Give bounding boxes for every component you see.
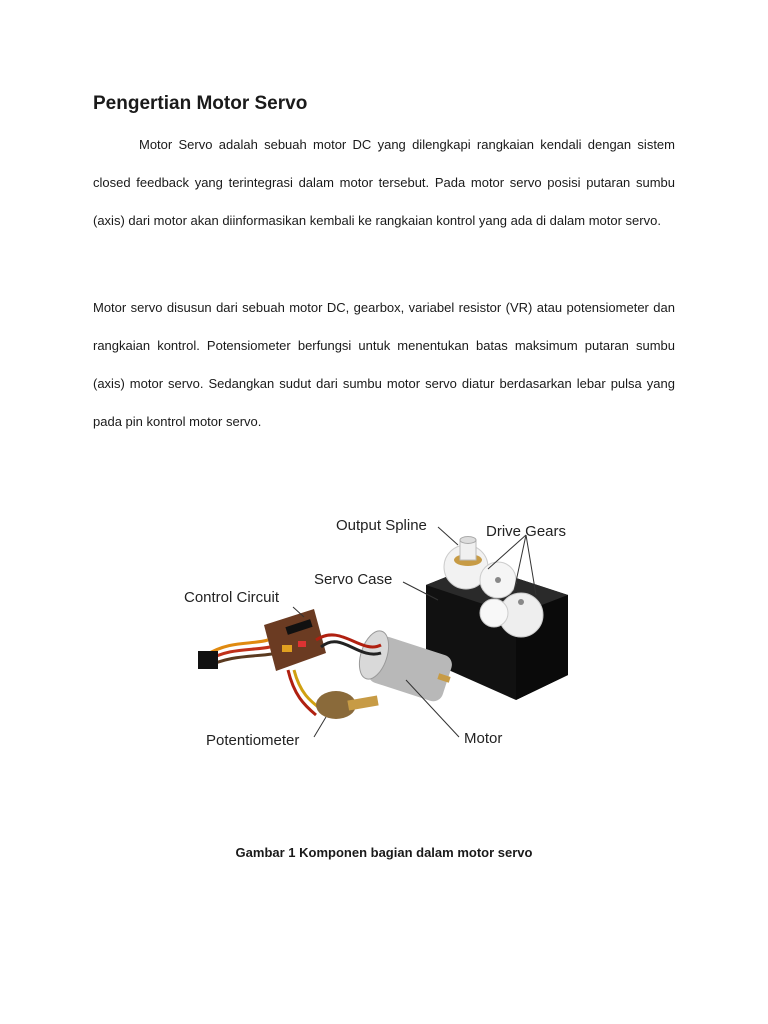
page-title: Pengertian Motor Servo — [93, 93, 308, 114]
paragraph-2: Motor servo disusun dari sebuah motor DC, gearbox, variabel resistor (VR) atau potensiometer dan rangkaian kontrol. Potensiometer berfungsi untuk menentukan batas maksimum putaran sumbu (axis) motor servo. Sedangkan sudut dari sumbu motor servo diatur berdasarkan lebar pulsa yang pada pin kontrol motor servo. — [93, 300, 675, 429]
figure-caption: Gambar 1 Komponen bagian dalam motor servo — [235, 845, 533, 860]
label-servo-case: Servo Case — [314, 571, 393, 588]
connector-graphic — [198, 651, 218, 669]
servo-components-figure — [176, 505, 586, 755]
label-potentiometer: Potentiometer — [206, 732, 300, 749]
servo-components-illustration — [176, 505, 586, 755]
paragraph-1: Motor Servo adalah sebuah motor DC yang dilengkapi rangkaian kendali dengan sistem closed feedback yang terintegrasi dalam motor tersebut. Pada motor servo posisi putaran sumbu (axis) dari motor akan diinformasikan kembali ke rangkaian kontrol yang ada di dalam motor servo. — [93, 137, 675, 228]
label-drive-gears: Drive Gears — [486, 523, 567, 540]
label-motor: Motor — [464, 730, 503, 747]
label-output-spline: Output Spline — [336, 517, 427, 534]
potentiometer-graphic — [316, 691, 379, 719]
label-control-circuit: Control Circuit — [184, 589, 280, 606]
